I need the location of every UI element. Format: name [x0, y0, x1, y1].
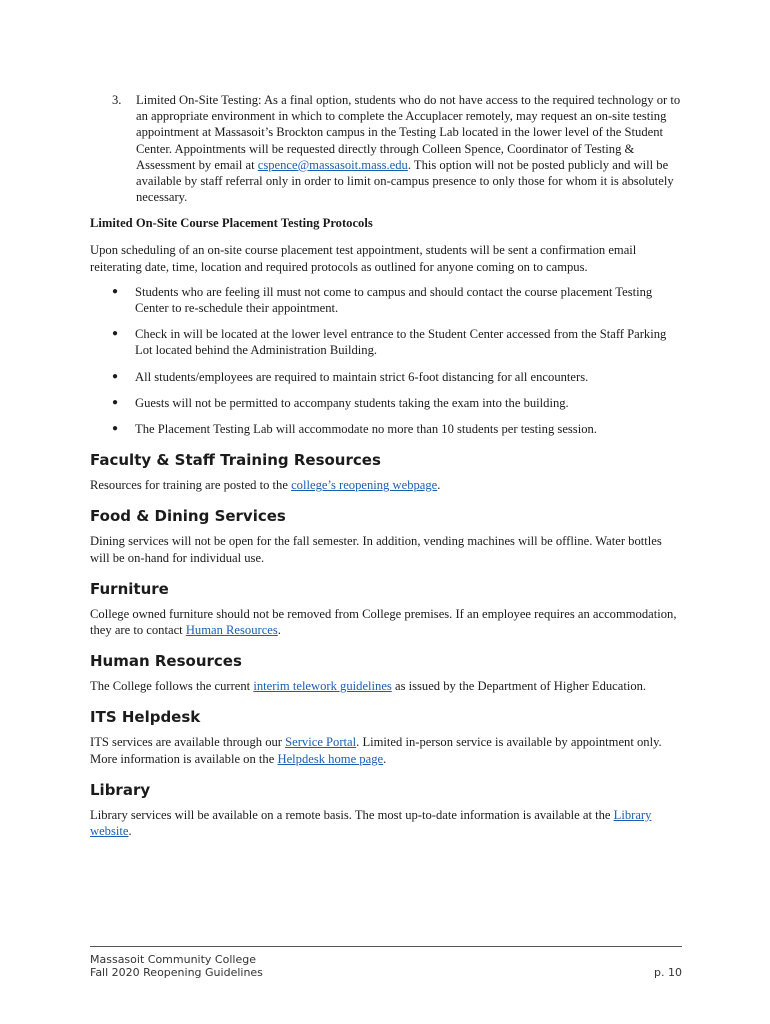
section-food — [90, 506, 682, 565]
section-library — [90, 780, 682, 839]
protocols-intro: Upon scheduling of an on-site course placement test appointment, students will be sent a confirmation email reiterating date, time, location and required protocols as outlined for anyone coming on to campus. — [90, 243, 637, 274]
section-heading: Furniture — [90, 579, 169, 598]
section-text: College owned furniture should not be removed from College premises. If an employee requires an accommodation, they are to contact Human Resources. — [90, 606, 677, 638]
section-heading: Library — [90, 780, 151, 799]
section-text: Resources for training are posted to the college’s reopening webpage. — [90, 478, 441, 493]
protocols-heading: Limited On-Site Course Placement Testing Protocols — [90, 216, 373, 231]
protocols-bullet-list — [90, 284, 682, 437]
page-number: p. 10 — [654, 966, 682, 979]
section-hr — [90, 651, 682, 694]
page-footer — [90, 946, 682, 979]
list-item: ● Students who are feeling ill must not come to campus and should contact the course placement Testing Center to re-schedule their appointment. — [90, 284, 682, 316]
list-item: ● Check in will be located at the lower level entrance to the Student Center accessed from the Staff Parking Lot located behind the Administration Building. — [90, 326, 682, 358]
section-heading: Human Resources — [90, 652, 242, 671]
reopening-webpage-link[interactable]: college’s reopening webpage — [291, 478, 438, 493]
numbered-item-3 — [112, 92, 682, 205]
section-furniture — [90, 579, 682, 638]
section-text: ITS services are available through our Service Portal. Limited in-person service is available by appointment only. More information is available on the Helpdesk home page. — [90, 735, 662, 766]
list-item: ● The Placement Testing Lab will accommodate no more than 10 students per testing session. — [90, 421, 682, 437]
bullet-icon: ● — [112, 285, 119, 297]
section-its — [90, 707, 682, 766]
service-portal-link[interactable]: Service Portal — [285, 735, 357, 750]
telework-guidelines-link[interactable]: interim telework guidelines — [253, 679, 392, 694]
section-faculty — [90, 450, 682, 493]
section-text: The College follows the current interim telework guidelines as issued by the Department of Higher Education. — [90, 679, 647, 694]
footer-college-name: Massasoit Community College — [90, 953, 256, 966]
bullet-icon: ● — [112, 370, 119, 382]
item-number: 3. — [112, 93, 122, 107]
list-item: ● All students/employees are required to maintain strict 6-foot distancing for all encounters. — [90, 369, 682, 385]
library-website-link[interactable]: Library website — [90, 807, 652, 839]
bullet-icon: ● — [112, 423, 119, 435]
section-heading: Food & Dining Services — [90, 507, 286, 526]
list-item: ● Guests will not be permitted to accompany students taking the exam into the building. — [90, 395, 682, 411]
human-resources-link[interactable]: Human Resources — [185, 623, 278, 638]
footer-doc-title: Fall 2020 Reopening Guidelines — [90, 966, 263, 979]
item-3-text: Limited On-Site Testing: As a final option, students who do not have access to the required technology or to an appropriate environment in which to complete the Accuplacer remotely, may request an on-site testing appointment at Massasoit’s Brockton campus in the Testing Lab located in the lower level of the Student Center. Appointments will be requested directly through Colleen Spence, Coordinator of Testing & Assessment by email at cspence@massasoit.mass.edu. This option will not be posted publicly and will be available by staff referral only in order to limit on-campus presence to only those for whom it is absolutely necessary. — [136, 93, 681, 205]
email-link[interactable]: cspence@massasoit.mass.edu — [257, 157, 408, 172]
section-heading: ITS Helpdesk — [90, 708, 201, 727]
section-text: Dining services will not be open for the fall semester. In addition, vending machines will be offline. Water bottles will be on-hand for individual use. — [90, 534, 662, 565]
helpdesk-home-link[interactable]: Helpdesk home page — [277, 751, 384, 766]
bullet-icon: ● — [112, 328, 119, 340]
section-text: Library services will be available on a remote basis. The most up-to-date information is available at the Library website. — [90, 807, 652, 839]
bullet-icon: ● — [112, 396, 119, 408]
section-heading: Faculty & Staff Training Resources — [90, 451, 381, 470]
document-body — [90, 92, 682, 839]
